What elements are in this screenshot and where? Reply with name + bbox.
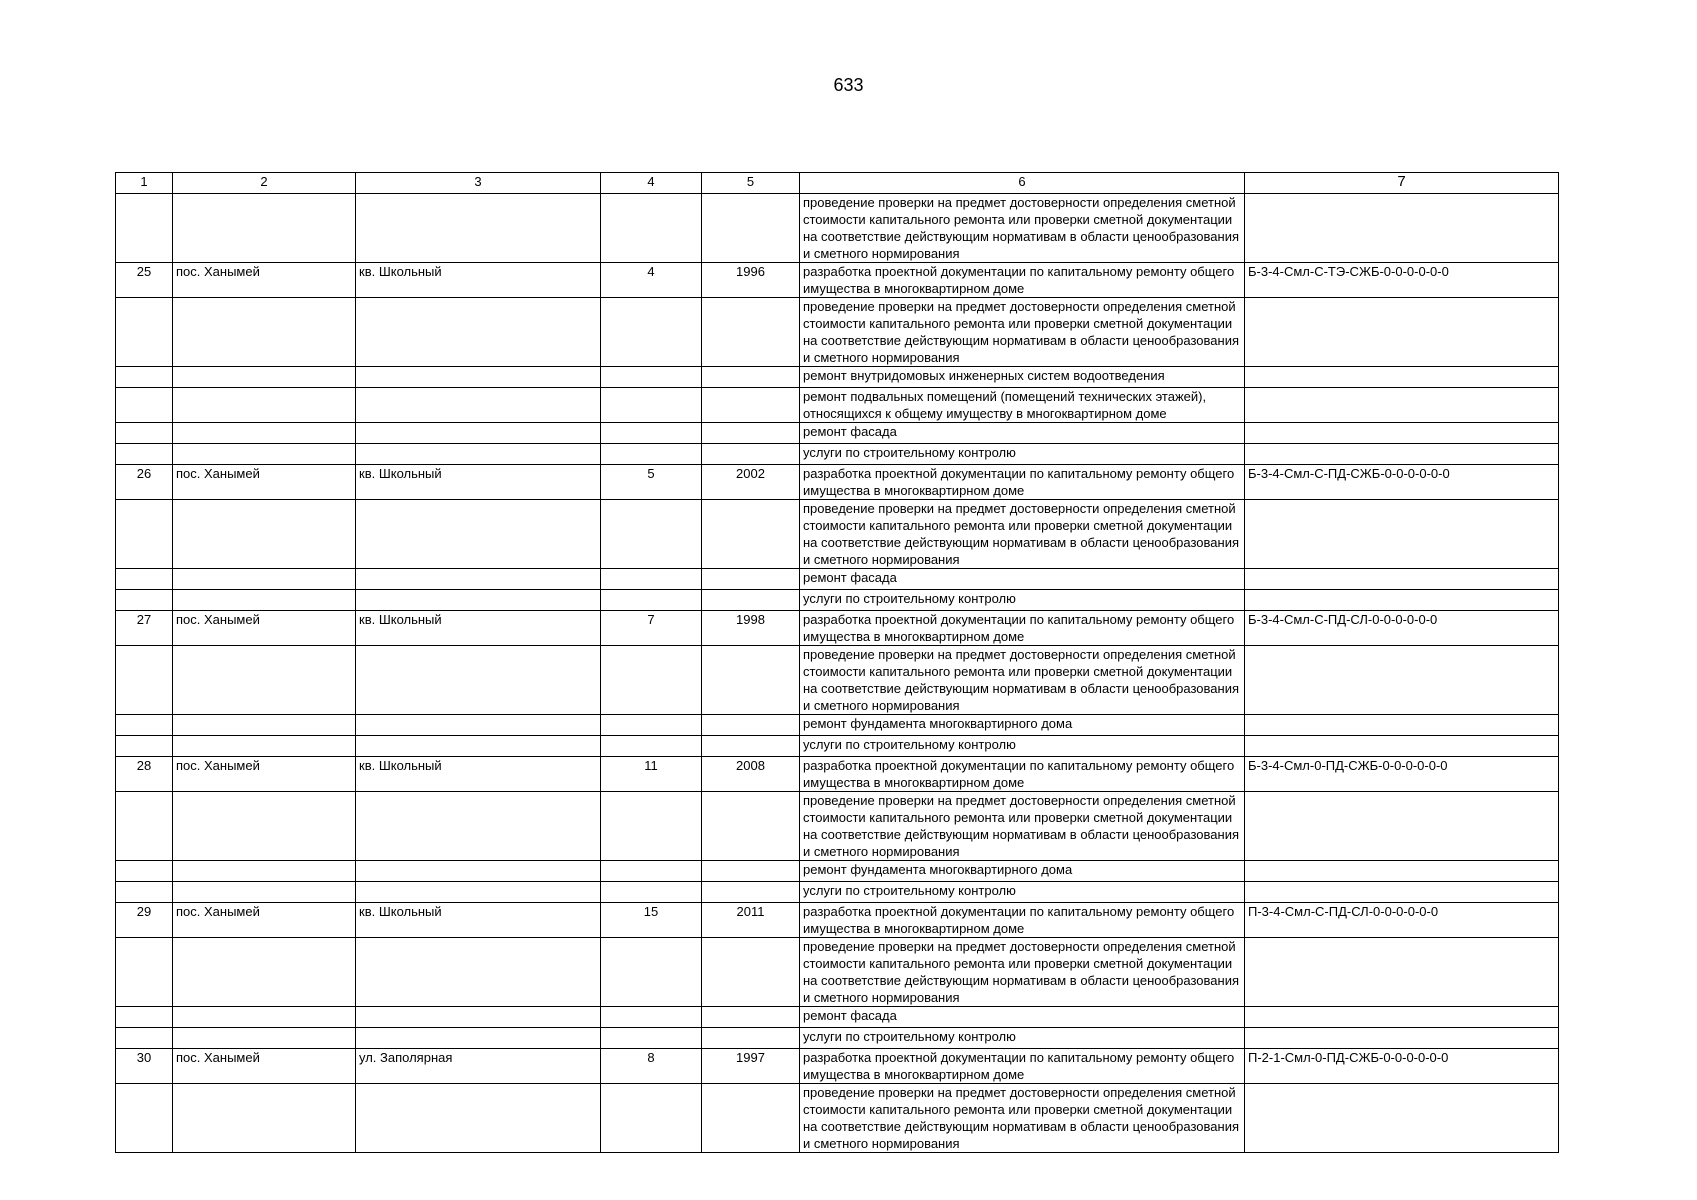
street-cell <box>356 646 601 715</box>
work-type-cell: проведение проверки на предмет достоверности определения сметной стоимости капитального ремонта или проверки сметной документации на соответствие действующим нормативам в области ценообразования и сметного нормирования <box>800 646 1245 715</box>
settlement-cell <box>173 590 356 611</box>
row-number-cell <box>116 736 173 757</box>
house-number-cell <box>601 882 702 903</box>
settlement-cell <box>173 367 356 388</box>
row-number-cell <box>116 298 173 367</box>
house-number-cell: 8 <box>601 1049 702 1084</box>
year-cell: 1996 <box>702 263 800 298</box>
row-number-cell: 27 <box>116 611 173 646</box>
building-code-cell <box>1245 444 1559 465</box>
house-number-cell <box>601 1007 702 1028</box>
work-type-cell: разработка проектной документации по капитальному ремонту общего имущества в многоквартирном доме <box>800 903 1245 938</box>
settlement-cell <box>173 388 356 423</box>
table-row <box>116 861 1559 882</box>
table-row <box>116 938 1559 1007</box>
year-cell: 1998 <box>702 611 800 646</box>
house-number-cell <box>601 194 702 263</box>
year-cell <box>702 1007 800 1028</box>
settlement-cell <box>173 1028 356 1049</box>
table-header-row <box>116 173 1559 194</box>
house-number-cell: 7 <box>601 611 702 646</box>
settlement-cell <box>173 569 356 590</box>
settlement-cell <box>173 861 356 882</box>
row-number-cell <box>116 1007 173 1028</box>
row-number-cell: 25 <box>116 263 173 298</box>
settlement-cell <box>173 1084 356 1153</box>
street-cell: ул. Заполярная <box>356 1049 601 1084</box>
building-code-cell <box>1245 194 1559 263</box>
street-cell <box>356 861 601 882</box>
year-cell <box>702 298 800 367</box>
house-number-cell <box>601 590 702 611</box>
row-number-cell <box>116 444 173 465</box>
house-number-cell <box>601 861 702 882</box>
work-type-cell: разработка проектной документации по капитальному ремонту общего имущества в многоквартирном доме <box>800 1049 1245 1084</box>
settlement-cell <box>173 736 356 757</box>
table-row <box>116 736 1559 757</box>
building-code-cell <box>1245 646 1559 715</box>
settlement-cell <box>173 792 356 861</box>
work-type-cell: проведение проверки на предмет достоверности определения сметной стоимости капитального ремонта или проверки сметной документации на соответствие действующим нормативам в области ценообразования и сметного нормирования <box>800 1084 1245 1153</box>
year-cell <box>702 423 800 444</box>
row-number-cell <box>116 569 173 590</box>
house-number-cell: 11 <box>601 757 702 792</box>
settlement-cell <box>173 882 356 903</box>
table-row <box>116 444 1559 465</box>
settlement-cell: пос. Ханымей <box>173 1049 356 1084</box>
header-col-7: 7 <box>1245 173 1559 194</box>
settlement-cell <box>173 715 356 736</box>
year-cell <box>702 882 800 903</box>
building-code-cell <box>1245 736 1559 757</box>
row-number-cell <box>116 423 173 444</box>
row-number-cell <box>116 367 173 388</box>
work-type-cell: разработка проектной документации по капитальному ремонту общего имущества в многоквартирном доме <box>800 611 1245 646</box>
row-number-cell <box>116 882 173 903</box>
street-cell <box>356 569 601 590</box>
building-code-cell <box>1245 882 1559 903</box>
work-type-cell: ремонт фундамента многоквартирного дома <box>800 861 1245 882</box>
work-type-cell: услуги по строительному контролю <box>800 590 1245 611</box>
building-code-cell: П-3-4-Смл-С-ПД-СЛ-0-0-0-0-0-0 <box>1245 903 1559 938</box>
house-number-cell <box>601 736 702 757</box>
table-row <box>116 423 1559 444</box>
building-code-cell <box>1245 938 1559 1007</box>
row-number-cell <box>116 715 173 736</box>
header-col-3: 3 <box>356 173 601 194</box>
work-type-cell: проведение проверки на предмет достоверности определения сметной стоимости капитального ремонта или проверки сметной документации на соответствие действующим нормативам в области ценообразования и сметного нормирования <box>800 298 1245 367</box>
work-type-cell: ремонт фасада <box>800 569 1245 590</box>
work-type-cell: проведение проверки на предмет достоверности определения сметной стоимости капитального ремонта или проверки сметной документации на соответствие действующим нормативам в области ценообразования и сметного нормирования <box>800 500 1245 569</box>
row-number-cell <box>116 792 173 861</box>
settlement-cell <box>173 646 356 715</box>
house-number-cell <box>601 646 702 715</box>
row-number-cell <box>116 500 173 569</box>
street-cell <box>356 1028 601 1049</box>
building-code-cell <box>1245 1028 1559 1049</box>
work-type-cell: ремонт фасада <box>800 1007 1245 1028</box>
building-code-cell <box>1245 388 1559 423</box>
building-code-cell <box>1245 1084 1559 1153</box>
year-cell: 1997 <box>702 1049 800 1084</box>
header-col-2: 2 <box>173 173 356 194</box>
street-cell <box>356 194 601 263</box>
house-number-cell <box>601 298 702 367</box>
building-code-cell <box>1245 792 1559 861</box>
row-number-cell: 28 <box>116 757 173 792</box>
street-cell <box>356 1007 601 1028</box>
street-cell <box>356 444 601 465</box>
work-type-cell: ремонт фундамента многоквартирного дома <box>800 715 1245 736</box>
table-row <box>116 646 1559 715</box>
year-cell <box>702 194 800 263</box>
year-cell <box>702 1028 800 1049</box>
settlement-cell <box>173 423 356 444</box>
street-cell <box>356 500 601 569</box>
header-col-5: 5 <box>702 173 800 194</box>
street-cell <box>356 736 601 757</box>
row-number-cell: 29 <box>116 903 173 938</box>
building-code-cell: Б-3-4-Смл-0-ПД-СЖБ-0-0-0-0-0-0 <box>1245 757 1559 792</box>
house-number-cell <box>601 388 702 423</box>
year-cell <box>702 736 800 757</box>
table-row <box>116 1028 1559 1049</box>
street-cell <box>356 298 601 367</box>
table-row <box>116 500 1559 569</box>
year-cell: 2008 <box>702 757 800 792</box>
row-number-cell <box>116 1028 173 1049</box>
row-number-cell: 26 <box>116 465 173 500</box>
settlement-cell: пос. Ханымей <box>173 903 356 938</box>
building-code-cell <box>1245 298 1559 367</box>
house-number-cell <box>601 444 702 465</box>
building-code-cell <box>1245 590 1559 611</box>
street-cell <box>356 1084 601 1153</box>
settlement-cell <box>173 500 356 569</box>
year-cell <box>702 500 800 569</box>
building-code-cell: Б-3-4-Смл-С-ТЭ-СЖБ-0-0-0-0-0-0 <box>1245 263 1559 298</box>
row-number-cell <box>116 590 173 611</box>
table-row <box>116 590 1559 611</box>
table-row <box>116 903 1559 938</box>
table-row <box>116 367 1559 388</box>
row-number-cell <box>116 938 173 1007</box>
table-row <box>116 715 1559 736</box>
year-cell <box>702 938 800 1007</box>
table-row <box>116 611 1559 646</box>
table-body <box>116 194 1559 1153</box>
house-number-cell <box>601 569 702 590</box>
table-row <box>116 298 1559 367</box>
work-type-cell: разработка проектной документации по капитальному ремонту общего имущества в многоквартирном доме <box>800 465 1245 500</box>
building-code-cell: Б-3-4-Смл-С-ПД-СЛ-0-0-0-0-0-0 <box>1245 611 1559 646</box>
table-row <box>116 263 1559 298</box>
building-code-cell <box>1245 423 1559 444</box>
year-cell: 2002 <box>702 465 800 500</box>
street-cell <box>356 938 601 1007</box>
house-number-cell: 4 <box>601 263 702 298</box>
settlement-cell: пос. Ханымей <box>173 611 356 646</box>
row-number-cell: 30 <box>116 1049 173 1084</box>
table-row <box>116 1049 1559 1084</box>
house-number-cell <box>601 1084 702 1153</box>
header-col-1: 1 <box>116 173 173 194</box>
table-row <box>116 792 1559 861</box>
year-cell <box>702 388 800 423</box>
work-type-cell: услуги по строительному контролю <box>800 1028 1245 1049</box>
year-cell <box>702 569 800 590</box>
work-type-cell: проведение проверки на предмет достоверности определения сметной стоимости капитального ремонта или проверки сметной документации на соответствие действующим нормативам в области ценообразования и сметного нормирования <box>800 792 1245 861</box>
street-cell <box>356 715 601 736</box>
year-cell <box>702 715 800 736</box>
work-type-cell: проведение проверки на предмет достоверности определения сметной стоимости капитального ремонта или проверки сметной документации на соответствие действующим нормативам в области ценообразования и сметного нормирования <box>800 194 1245 263</box>
work-type-cell: разработка проектной документации по капитальному ремонту общего имущества в многоквартирном доме <box>800 757 1245 792</box>
building-code-cell: П-2-1-Смл-0-ПД-СЖБ-0-0-0-0-0-0 <box>1245 1049 1559 1084</box>
house-number-cell <box>601 938 702 1007</box>
year-cell <box>702 1084 800 1153</box>
settlement-cell: пос. Ханымей <box>173 263 356 298</box>
table-row <box>116 194 1559 263</box>
table-row <box>116 1084 1559 1153</box>
house-number-cell: 15 <box>601 903 702 938</box>
building-code-cell <box>1245 367 1559 388</box>
street-cell <box>356 792 601 861</box>
street-cell: кв. Школьный <box>356 263 601 298</box>
house-number-cell <box>601 367 702 388</box>
street-cell <box>356 367 601 388</box>
work-type-cell: услуги по строительному контролю <box>800 444 1245 465</box>
year-cell <box>702 792 800 861</box>
page-number: 633 <box>833 75 864 95</box>
building-code-cell <box>1245 715 1559 736</box>
work-type-cell: услуги по строительному контролю <box>800 882 1245 903</box>
street-cell <box>356 882 601 903</box>
street-cell <box>356 423 601 444</box>
building-code-cell <box>1245 861 1559 882</box>
settlement-cell: пос. Ханымей <box>173 465 356 500</box>
house-number-cell <box>601 1028 702 1049</box>
work-type-cell: услуги по строительному контролю <box>800 736 1245 757</box>
table-row <box>116 569 1559 590</box>
work-type-cell: разработка проектной документации по капитальному ремонту общего имущества в многоквартирном доме <box>800 263 1245 298</box>
house-number-cell <box>601 500 702 569</box>
street-cell <box>356 388 601 423</box>
work-type-cell: ремонт подвальных помещений (помещений технических этажей), относящихся к общему имуществу в многоквартирном доме <box>800 388 1245 423</box>
work-type-cell: ремонт внутридомовых инженерных систем водоотведения <box>800 367 1245 388</box>
table-row <box>116 882 1559 903</box>
table-row <box>116 1007 1559 1028</box>
building-code-cell: Б-3-4-Смл-С-ПД-СЖБ-0-0-0-0-0-0 <box>1245 465 1559 500</box>
row-number-cell <box>116 646 173 715</box>
settlement-cell <box>173 194 356 263</box>
repair-program-table <box>115 172 1559 1153</box>
year-cell <box>702 590 800 611</box>
work-type-cell: ремонт фасада <box>800 423 1245 444</box>
table-row <box>116 465 1559 500</box>
row-number-cell <box>116 388 173 423</box>
year-cell <box>702 367 800 388</box>
settlement-cell <box>173 1007 356 1028</box>
year-cell <box>702 444 800 465</box>
row-number-cell <box>116 194 173 263</box>
work-type-cell: проведение проверки на предмет достоверности определения сметной стоимости капитального ремонта или проверки сметной документации на соответствие действующим нормативам в области ценообразования и сметного нормирования <box>800 938 1245 1007</box>
settlement-cell <box>173 938 356 1007</box>
house-number-cell <box>601 423 702 444</box>
street-cell <box>356 590 601 611</box>
house-number-cell <box>601 792 702 861</box>
table-row <box>116 388 1559 423</box>
year-cell <box>702 861 800 882</box>
street-cell: кв. Школьный <box>356 903 601 938</box>
street-cell: кв. Школьный <box>356 611 601 646</box>
street-cell: кв. Школьный <box>356 757 601 792</box>
building-code-cell <box>1245 569 1559 590</box>
row-number-cell <box>116 861 173 882</box>
year-cell <box>702 646 800 715</box>
row-number-cell <box>116 1084 173 1153</box>
header-col-6: 6 <box>800 173 1245 194</box>
header-col-4: 4 <box>601 173 702 194</box>
settlement-cell <box>173 444 356 465</box>
house-number-cell: 5 <box>601 465 702 500</box>
house-number-cell <box>601 715 702 736</box>
building-code-cell <box>1245 1007 1559 1028</box>
street-cell: кв. Школьный <box>356 465 601 500</box>
settlement-cell: пос. Ханымей <box>173 757 356 792</box>
settlement-cell <box>173 298 356 367</box>
table-row <box>116 757 1559 792</box>
building-code-cell <box>1245 500 1559 569</box>
year-cell: 2011 <box>702 903 800 938</box>
